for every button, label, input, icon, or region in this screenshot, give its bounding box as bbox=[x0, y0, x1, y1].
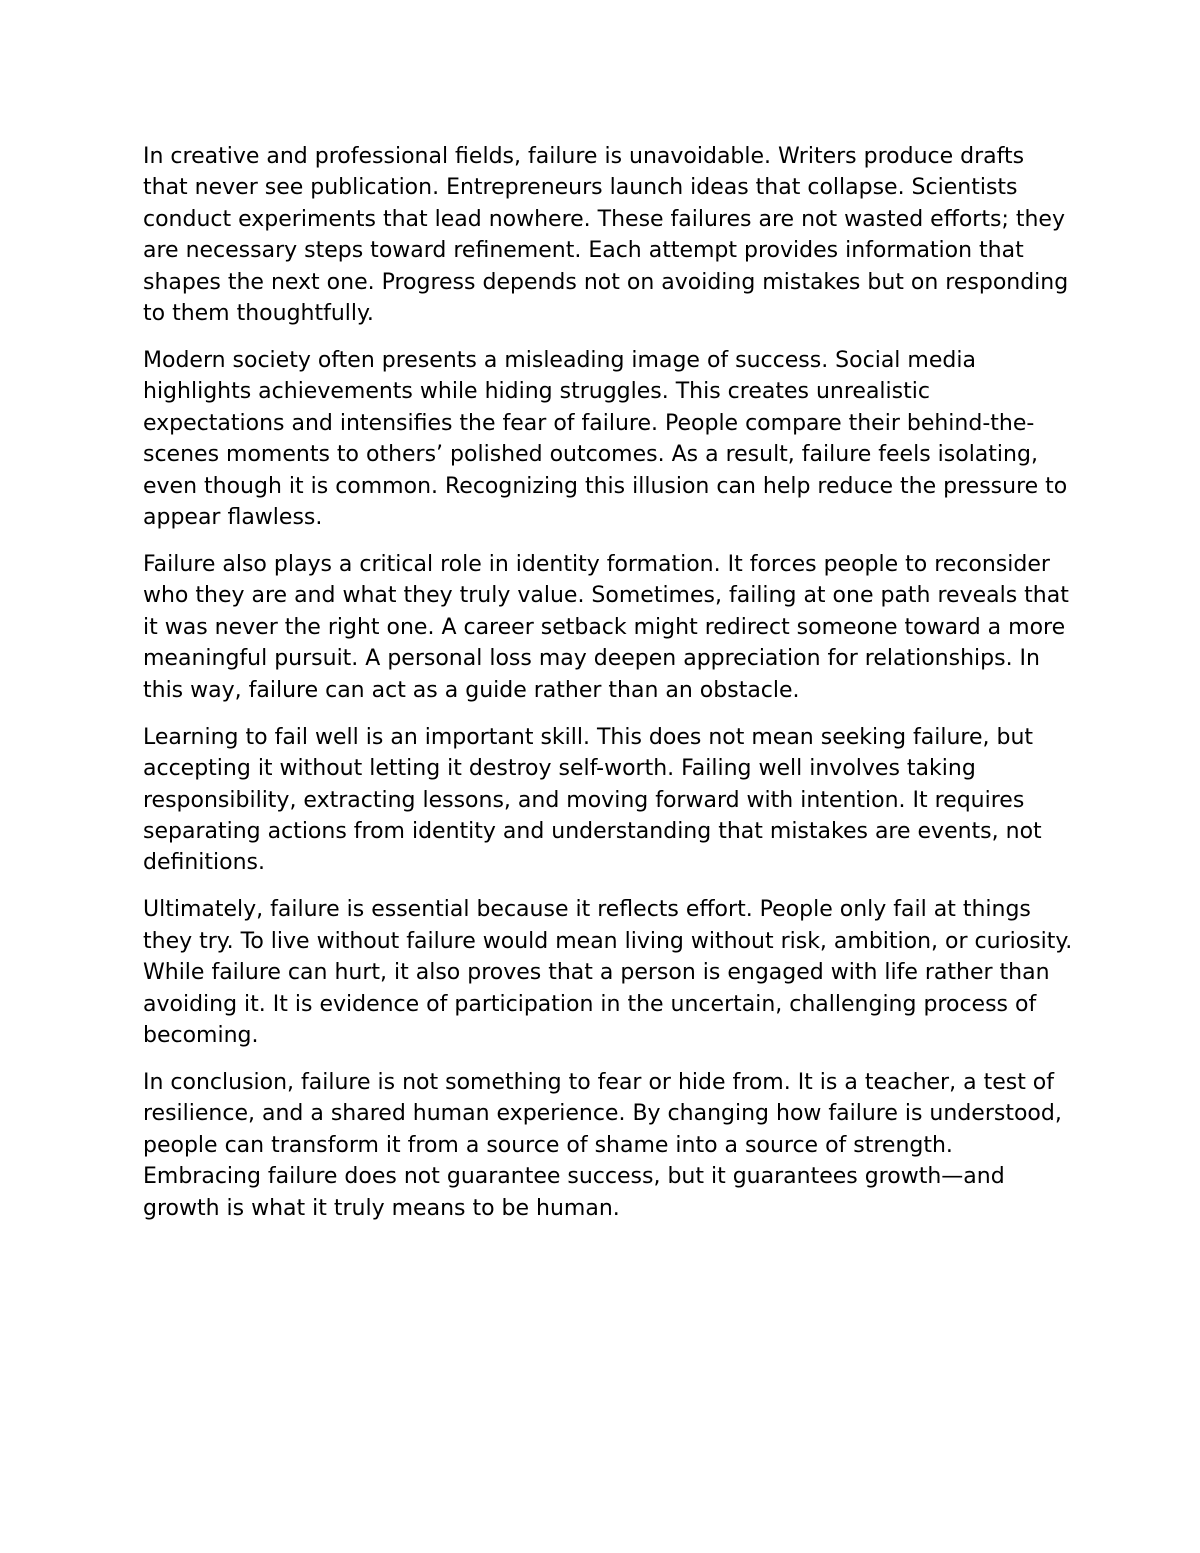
paragraph-5: Ultimately, failure is essential because it reflects effort. People only fail at things they try. To live without failure would mean living without risk, ambition, or curiosity. While failure can hurt, it also proves that a person is engaged with life rather than avoiding it. It is evidence of participation in the uncertain, challenging process of becoming. bbox=[143, 897, 1073, 1048]
paragraph-2: Modern society often presents a misleading image of success. Social media highlights achievements while hiding struggles. This creates unrealistic expectations and intensifies the fear of failure. People compare their behind-the-scenes moments to others’ polished outcomes. As a result, failure feels isolating, even though it is common. Recognizing this illusion can help reduce the pressure to appear flawless. bbox=[143, 348, 1068, 531]
paragraph-4: Learning to fail well is an important skill. This does not mean seeking failure, but accepting it without letting it destroy self-worth. Failing well involves taking responsibility, extracting lessons, and moving forward with intention. It requires separating actions from identity and understanding that mistakes are events, not definitions. bbox=[143, 724, 1042, 876]
paragraph-6: In conclusion, failure is not something to fear or hide from. It is a teacher, a test of resilience, and a shared human experience. By changing how failure is understood, people can transform it from a source of shame into a source of strength. Embracing failure does not guarantee success, but it guarantees growth—and growth is what it truly means to be human. bbox=[143, 1069, 1062, 1221]
paragraph-3: Failure also plays a critical role in identity formation. It forces people to reconsider who they are and what they truly value. Sometimes, failing at one path reveals that it was never the right one. A career setback might redirect someone toward a more meaningful pursuit. A personal loss may deepen appreciation for relationships. In this way, failure can act as a guide rather than an obstacle. bbox=[143, 552, 1069, 703]
paragraph-1: In creative and professional fields, failure is unavoidable. Writers produce drafts that never see publication. Entrepreneurs launch ideas that collapse. Scientists conduct experiments that lead nowhere. These failures are not wasted efforts; they are necessary steps toward refinement. Each attempt provides information that shapes the next one. Progress depends not on avoiding mistakes but on responding to them thoughtfully. bbox=[143, 144, 1069, 327]
document-body bbox=[143, 141, 1073, 1224]
